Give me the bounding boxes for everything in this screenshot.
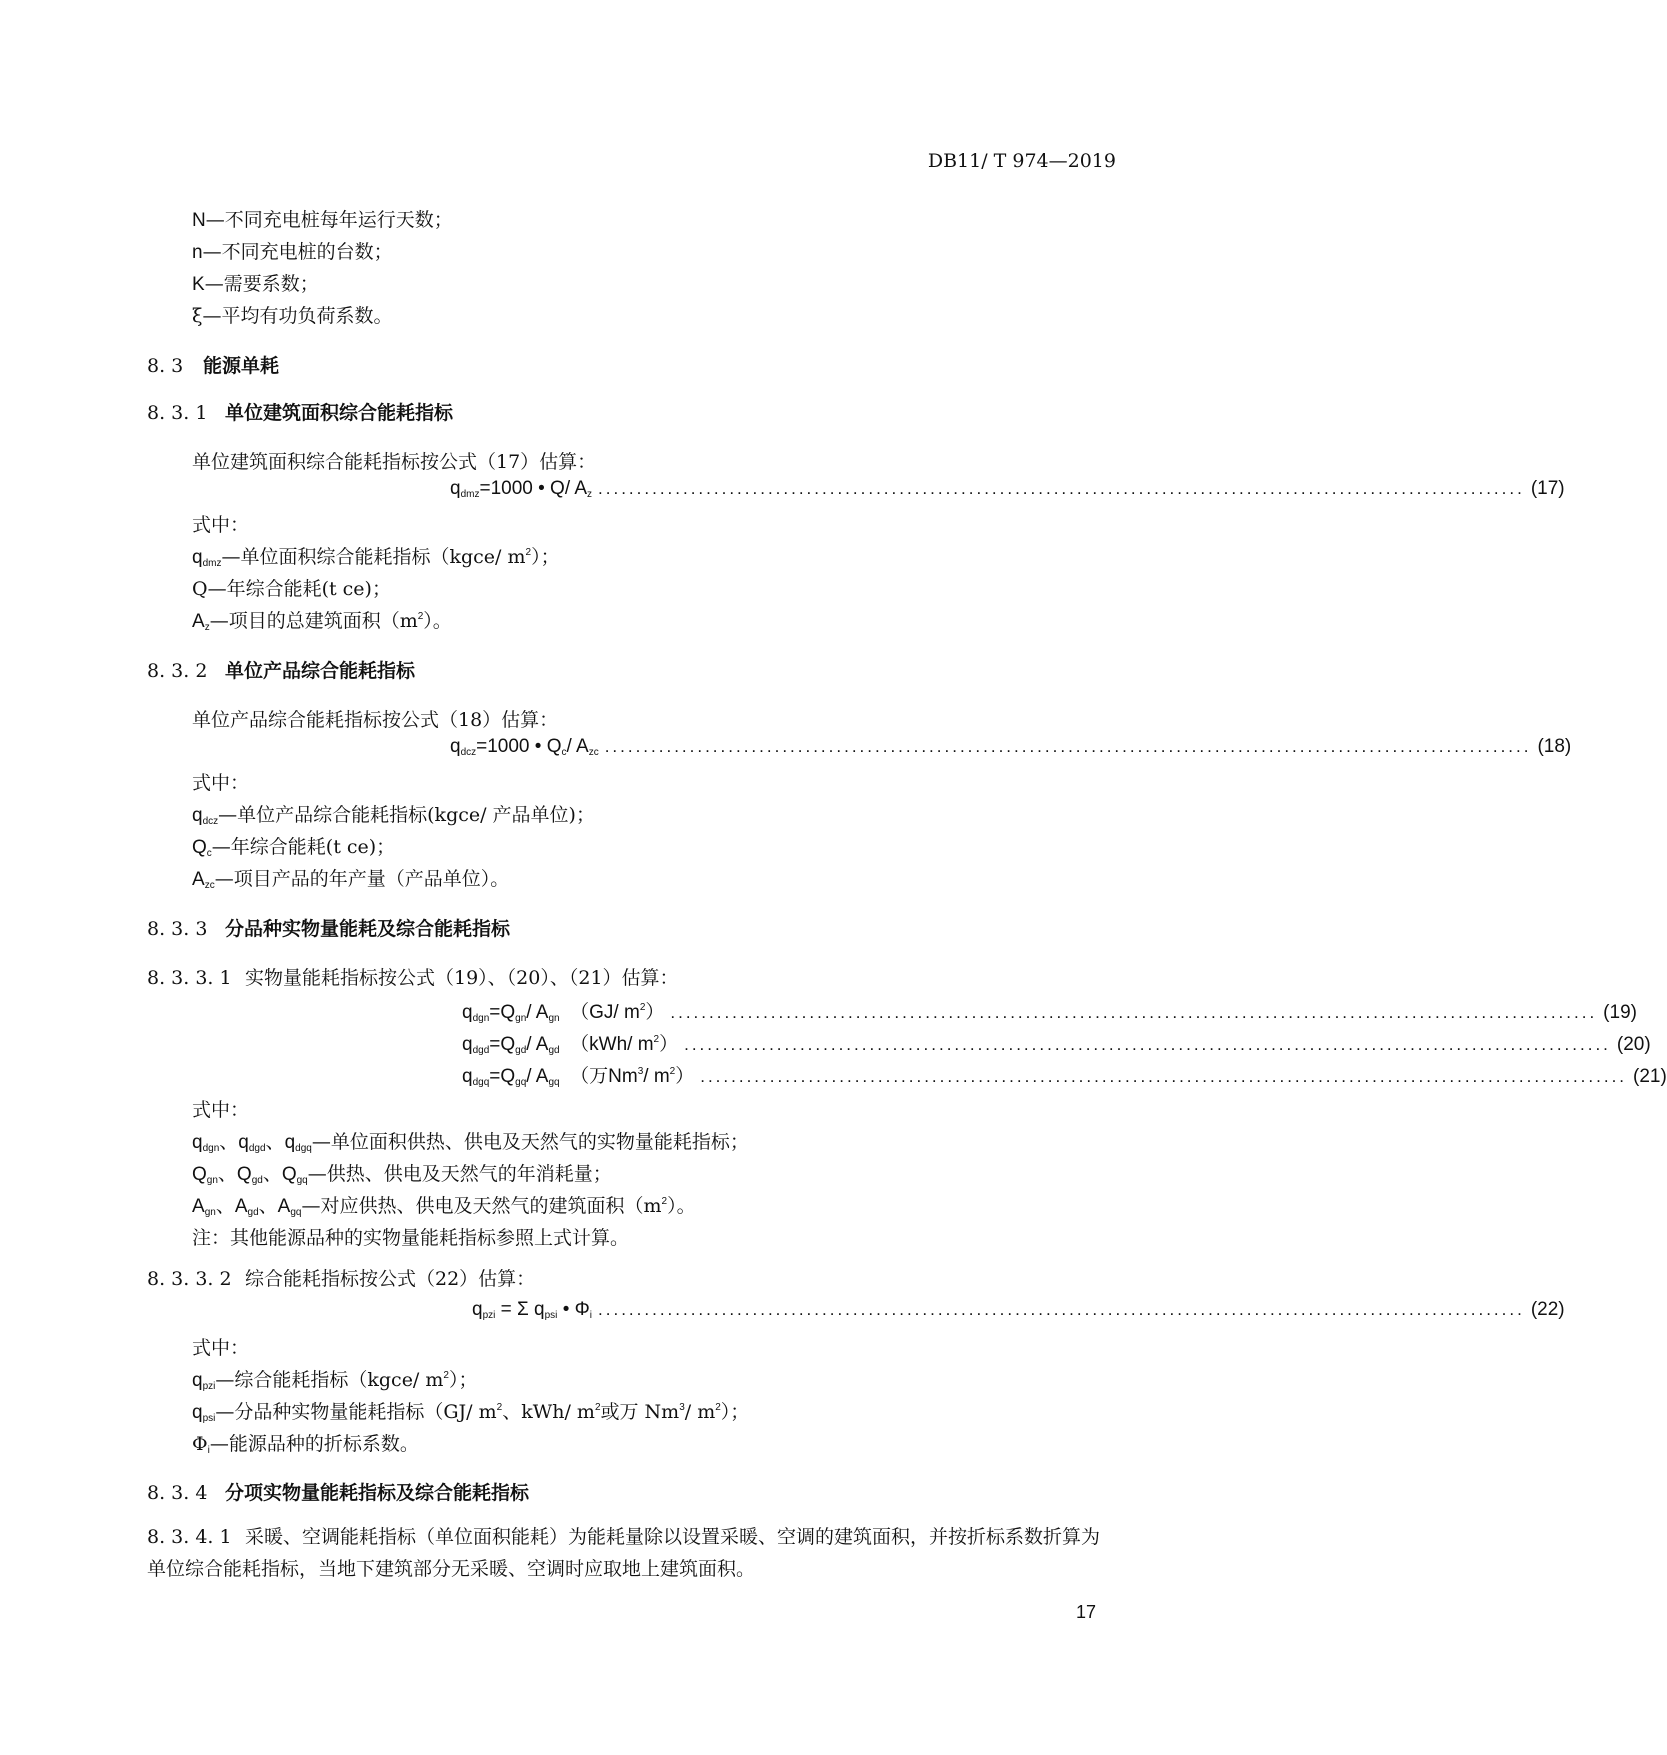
s833-note: 注：其他能源品种的实物量能耗指标参照上式计算。 [192, 1227, 630, 1249]
equation-20: $q_{dgd}=Q_{gd}/$ $A_{gd}$ （kWh/ $m^2$） ........................................................................................................................ (20) [462, 1034, 1651, 1056]
equation-21: $q_{dgq}=Q_{gq}/$ $A_{gq}$ （万Nm$^3$/ $m^2$） ........................................................................................................................ (21) [462, 1066, 1667, 1088]
s831-def-Az: $A_z—$项目的总建筑面积$(m^2)$。 [192, 610, 452, 633]
section-8-3-4-heading: 8. 3. 4 分项实物量能耗指标及综合能耗指标 [147, 1482, 530, 1504]
s833-where: 式中： [192, 1099, 250, 1121]
s833-def-Q: $Q_{gn}$、$Q_{gd}$、$Q_{gq}—$供热、供电及天然气的年消耗量； [192, 1163, 612, 1186]
section-8-3-4-1: 8. 3. 4. 1 采暖、空调能耗指标（单位面积能耗）为能耗量除以设置采暖、空调的建筑面积，并按折标系数折算为单位综合能耗指标，当地下建筑部分无采暖、空调时应取地上建筑面积。 [147, 1526, 1101, 1580]
s831-def-qdmz: $q_{dmz}—$单位面积综合能耗指标（kgce/ $m^2$）； [192, 546, 560, 569]
equation-18: $q_{dcz}=1000$ • $Q_c/$ $A_{zc}$ ........................................................................................................................ (18) [450, 736, 1572, 758]
section-8-3-1-heading: 8. 3. 1 单位建筑面积综合能耗指标 [147, 402, 454, 424]
section-8-3-heading: 8. 3 能源单耗 [147, 355, 280, 377]
page-number: 17 [1075, 1602, 1096, 1622]
section-8-3-3-heading: 8. 3. 3 分品种实物量能耗及综合能耗指标 [147, 918, 511, 940]
equation-19: $q_{dgn}=Q_{gn}/$ $A_{gn}$ （GJ/ $m^2$） ........................................................................................................................ (19) [462, 1002, 1637, 1024]
standard-code: DB11/ T 974—2019 [927, 150, 1116, 172]
s832-def-Azc: $A_{zc}—$项目产品的年产量（产品单位）。 [192, 868, 510, 891]
s833-def-A: $A_{gn}$、$A_{gd}$、$A_{gq}—$对应供热、供电及天然气的建筑面积$(m^2)$。 [192, 1195, 696, 1218]
section-8-3-2-heading: 8. 3. 2 单位产品综合能耗指标 [147, 660, 416, 682]
s831-where: 式中： [192, 514, 250, 536]
section-8-3-3-1: 8. 3. 3. 1 实物量能耗指标按公式（19）、（20）、（21）估算： [147, 967, 679, 989]
s833-def-q: $q_{dgn}$、$q_{dgd}$、$q_{dgq}—$单位面积供热、供电及天然气的实物量能耗指标； [192, 1131, 749, 1154]
def-xi: ξ—平均有功负荷系数。 [192, 305, 393, 327]
s8332-def-qpsi: $q_{psi}—$分品种实物量能耗指标（GJ/ $m^2$、kWh/ $m^2$或万 Nm$^3$/ $m^2$）； [192, 1401, 750, 1424]
s832-where: 式中： [192, 772, 250, 794]
s832-intro: 单位产品综合能耗指标按公式（18）估算： [192, 709, 559, 731]
s8332-def-phi: $\Phi_i—$能源品种的折标系数。 [192, 1433, 419, 1456]
equation-22: $q_{pzi} = \Sigma$ $q_{psi}$ • $\Phi_i$ ........................................................................................................................ (22) [472, 1299, 1565, 1321]
s832-def-qdcz: $q_{dcz}—$单位产品综合能耗指标(kgce/ 产品单位)； [192, 804, 595, 827]
equation-17: $q_{dmz}=1000$ • Q/ $A_z$ ........................................................................................................................ (17) [450, 478, 1565, 500]
section-8-3-3-2: 8. 3. 3. 2 综合能耗指标按公式（22）估算： [147, 1268, 536, 1290]
s8332-def-qpzi: $q_{pzi}—$综合能耗指标（kgce/ $m^2$）； [192, 1369, 478, 1392]
def-K: K—需要系数； [192, 273, 319, 295]
s831-intro: 单位建筑面积综合能耗指标按公式（17）估算： [192, 451, 597, 473]
s831-def-Q: Q—年综合能耗(t ce)； [192, 578, 391, 600]
def-n: n—不同充电桩的台数； [192, 241, 393, 263]
def-N: N—不同充电桩每年运行天数； [192, 209, 453, 231]
s8332-where: 式中： [192, 1337, 250, 1359]
s832-def-Qc: $Q_c—$年综合能耗(t ce)； [192, 836, 396, 859]
